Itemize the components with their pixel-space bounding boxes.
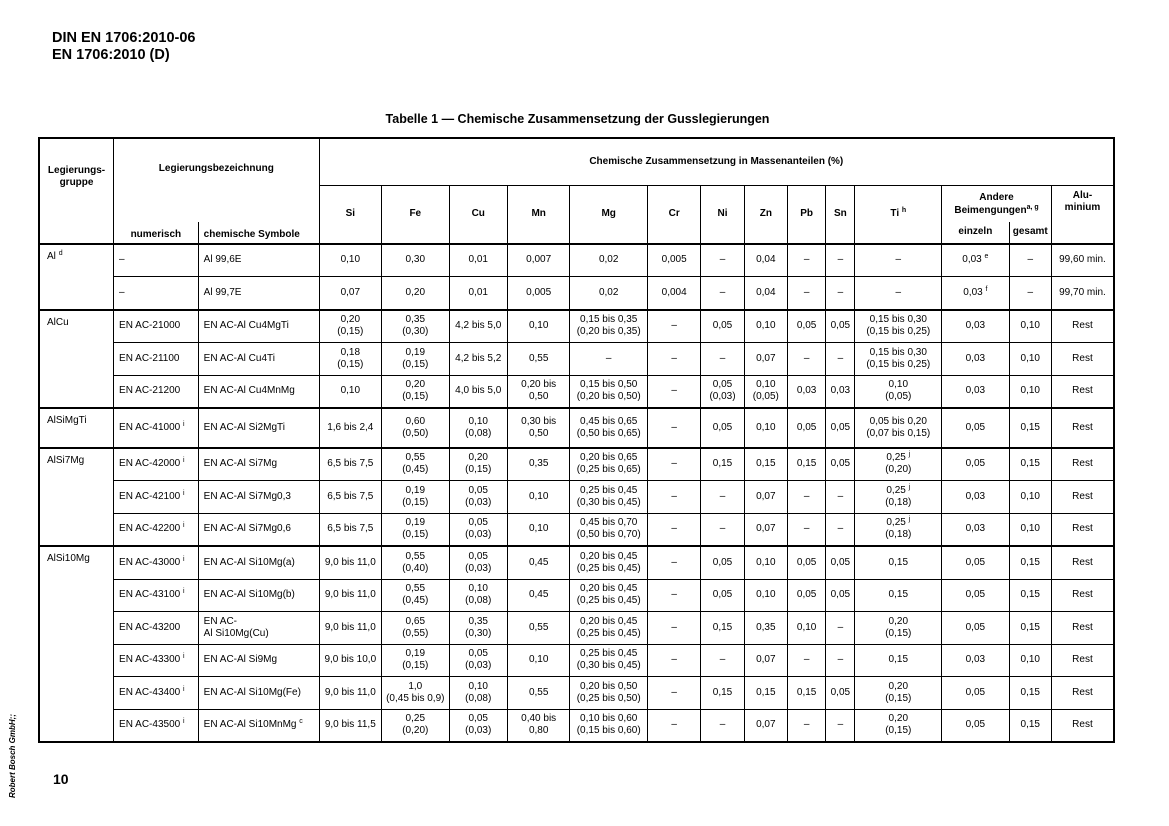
numeric-designation: – — [114, 277, 199, 310]
cu-value: 0,05 (0,03) — [449, 644, 507, 677]
cr-value: – — [647, 375, 700, 408]
sn-value: – — [826, 644, 855, 677]
table-row — [39, 644, 1114, 677]
numeric-designation: EN AC-42100 $^i$ — [114, 481, 199, 514]
ni-value: – — [701, 513, 744, 546]
aluminium-value: Rest — [1051, 343, 1114, 376]
mn-value: 0,35 — [507, 448, 569, 481]
zn-value: 0,15 — [744, 677, 787, 710]
table-row — [39, 709, 1114, 742]
col-designation: Legierungsbezeichnung — [114, 138, 320, 185]
other-single-value: 0,05 — [942, 612, 1010, 645]
si-value: 0,10 — [319, 375, 381, 408]
si-value: 6,5 bis 7,5 — [319, 513, 381, 546]
si-value: 6,5 bis 7,5 — [319, 481, 381, 514]
standard-edition: EN 1706:2010 (D) — [52, 47, 170, 63]
other-total-value: 0,15 — [1009, 677, 1051, 710]
aluminium-value: Rest — [1051, 677, 1114, 710]
alloy-group: AlSiMgTi — [39, 408, 114, 448]
cu-value: 4,0 bis 5,0 — [449, 375, 507, 408]
pb-value: – — [787, 277, 825, 310]
symbol-designation: EN AC-Al Si10Mg(Fe) — [198, 677, 319, 710]
ni-value: – — [701, 244, 744, 277]
table-row — [39, 343, 1114, 376]
ni-value: 0,05 — [701, 408, 744, 448]
ti-value: – — [855, 277, 942, 310]
aluminium-value: Rest — [1051, 408, 1114, 448]
cr-value: – — [647, 612, 700, 645]
ni-value: 0,05 — [701, 546, 744, 579]
other-total-value: 0,10 — [1009, 644, 1051, 677]
si-value: 0,07 — [319, 277, 381, 310]
pb-value: – — [787, 644, 825, 677]
other-single-value: 0,03 — [942, 644, 1010, 677]
cu-value: 0,10 (0,08) — [449, 677, 507, 710]
numeric-designation: EN AC-41000 $^i$ — [114, 408, 199, 448]
alloy-group: AlSi7Mg — [39, 448, 114, 547]
aluminium-value: Rest — [1051, 644, 1114, 677]
symbol-designation: EN AC-Al Cu4MnMg — [198, 375, 319, 408]
cr-value: – — [647, 513, 700, 546]
other-total-value: 0,15 — [1009, 709, 1051, 742]
zn-value: 0,15 — [744, 448, 787, 481]
si-value: 1,6 bis 2,4 — [319, 408, 381, 448]
numeric-designation: EN AC-43200 — [114, 612, 199, 645]
numeric-designation: EN AC-21200 — [114, 375, 199, 408]
ni-value: – — [701, 481, 744, 514]
cr-value: – — [647, 481, 700, 514]
cu-value: 0,01 — [449, 277, 507, 310]
ni-value: 0,15 — [701, 448, 744, 481]
fe-value: 0,19 (0,15) — [382, 644, 450, 677]
cu-value: 0,01 — [449, 244, 507, 277]
symbol-designation: EN AC-Al Si10MnMg $^c$ — [198, 709, 319, 742]
mg-value: 0,15 bis 0,35 (0,20 bis 0,35) — [570, 310, 648, 343]
sn-value: – — [826, 244, 855, 277]
ni-value: – — [701, 277, 744, 310]
pb-value: – — [787, 481, 825, 514]
col-fe: Fe — [382, 185, 450, 244]
zn-value: 0,07 — [744, 644, 787, 677]
mg-value: 0,20 bis 0,45 (0,25 bis 0,45) — [570, 612, 648, 645]
pb-value: 0,15 — [787, 677, 825, 710]
fe-value: 0,60 (0,50) — [382, 408, 450, 448]
fe-value: 0,25 (0,20) — [382, 709, 450, 742]
other-total-value: 0,15 — [1009, 612, 1051, 645]
symbol-designation: EN AC-Al Cu4MgTi — [198, 310, 319, 343]
sn-value: 0,05 — [826, 448, 855, 481]
other-total-value: 0,15 — [1009, 546, 1051, 579]
aluminium-value: Rest — [1051, 579, 1114, 612]
fe-value: 0,55 (0,45) — [382, 579, 450, 612]
fe-value: 0,19 (0,15) — [382, 343, 450, 376]
mg-value: 0,15 bis 0,50 (0,20 bis 0,50) — [570, 375, 648, 408]
mg-value: 0,45 bis 0,70 (0,50 bis 0,70) — [570, 513, 648, 546]
sn-value: 0,05 — [826, 579, 855, 612]
mg-value: 0,20 bis 0,45 (0,25 bis 0,45) — [570, 579, 648, 612]
mg-value: 0,20 bis 0,65 (0,25 bis 0,65) — [570, 448, 648, 481]
other-total-value: 0,10 — [1009, 375, 1051, 408]
ti-value: 0,15 — [855, 546, 942, 579]
ti-value: 0,20 (0,15) — [855, 612, 942, 645]
table-row — [39, 310, 1114, 343]
ti-value: – — [855, 244, 942, 277]
cu-value: 0,05 (0,03) — [449, 546, 507, 579]
si-value: 0,10 — [319, 244, 381, 277]
numeric-designation: EN AC-43400 $^i$ — [114, 677, 199, 710]
symbol-designation: EN AC-Al Si10Mg(b) — [198, 579, 319, 612]
sn-value: 0,05 — [826, 546, 855, 579]
numeric-designation: EN AC-42000 $^i$ — [114, 448, 199, 481]
other-total-value: – — [1009, 277, 1051, 310]
numeric-designation: EN AC-21000 — [114, 310, 199, 343]
cr-value: 0,004 — [647, 277, 700, 310]
ni-value: 0,15 — [701, 677, 744, 710]
other-single-value: 0,03 $^e$ — [942, 244, 1010, 277]
mn-value: 0,45 — [507, 546, 569, 579]
aluminium-value: Rest — [1051, 375, 1114, 408]
zn-value: 0,10 — [744, 408, 787, 448]
cu-value: 4,2 bis 5,2 — [449, 343, 507, 376]
cr-value: – — [647, 448, 700, 481]
sn-value: – — [826, 513, 855, 546]
other-total-value: 0,15 — [1009, 448, 1051, 481]
cu-value: 0,05 (0,03) — [449, 709, 507, 742]
col-zn: Zn — [744, 185, 787, 244]
pb-value: 0,05 — [787, 579, 825, 612]
symbol-designation: EN AC-Al Si7Mg0,6 — [198, 513, 319, 546]
table-row — [39, 546, 1114, 579]
sn-value: – — [826, 277, 855, 310]
sn-value: 0,05 — [826, 408, 855, 448]
table-row — [39, 408, 1114, 448]
other-single-value: 0,03 — [942, 310, 1010, 343]
si-value: 9,0 bis 10,0 — [319, 644, 381, 677]
col-aluminium: Alu- minium — [1051, 185, 1114, 244]
pb-value: 0,05 — [787, 408, 825, 448]
symbol-designation: EN AC-Al Si7Mg — [198, 448, 319, 481]
ni-value: – — [701, 644, 744, 677]
si-value: 6,5 bis 7,5 — [319, 448, 381, 481]
cu-value: 0,10 (0,08) — [449, 579, 507, 612]
zn-value: 0,07 — [744, 709, 787, 742]
zn-value: 0,07 — [744, 343, 787, 376]
other-single-value: 0,03 $^f$ — [942, 277, 1010, 310]
si-value: 9,0 bis 11,0 — [319, 677, 381, 710]
sn-value: 0,05 — [826, 677, 855, 710]
composition-table — [38, 137, 1115, 743]
fe-value: 1,0 (0,45 bis 0,9) — [382, 677, 450, 710]
fe-value: 0,35 (0,30) — [382, 310, 450, 343]
other-total-value: – — [1009, 244, 1051, 277]
other-total-value: 0,10 — [1009, 481, 1051, 514]
pb-value: 0,05 — [787, 546, 825, 579]
col-other: Andere Beimengungen$^{a, g}$ — [942, 185, 1052, 222]
other-total-value: 0,10 — [1009, 343, 1051, 376]
col-si: Si — [319, 185, 381, 244]
si-value: 0,18 (0,15) — [319, 343, 381, 376]
col-mn: Mn — [507, 185, 569, 244]
aluminium-value: 99,70 min. — [1051, 277, 1114, 310]
other-single-value: 0,05 — [942, 579, 1010, 612]
mn-value: 0,10 — [507, 644, 569, 677]
other-single-value: 0,03 — [942, 343, 1010, 376]
ti-value: 0,15 — [855, 644, 942, 677]
symbol-designation: EN AC- Al Si10Mg(Cu) — [198, 612, 319, 645]
col-ni: Ni — [701, 185, 744, 244]
other-single-value: 0,05 — [942, 677, 1010, 710]
ti-value: 0,20 (0,15) — [855, 677, 942, 710]
pb-value: – — [787, 343, 825, 376]
sn-value: – — [826, 612, 855, 645]
table-row — [39, 612, 1114, 645]
ni-value: 0,05 — [701, 310, 744, 343]
numeric-designation: – — [114, 244, 199, 277]
other-single-value: 0,05 — [942, 709, 1010, 742]
cu-value: 4,2 bis 5,0 — [449, 310, 507, 343]
col-symbols: chemische Symbole — [198, 222, 319, 244]
cr-value: – — [647, 546, 700, 579]
aluminium-value: Rest — [1051, 481, 1114, 514]
mn-value: 0,55 — [507, 677, 569, 710]
symbol-designation: EN AC-Al Si10Mg(a) — [198, 546, 319, 579]
zn-value: 0,07 — [744, 481, 787, 514]
zn-value: 0,10 — [744, 579, 787, 612]
zn-value: 0,10 — [744, 310, 787, 343]
other-single-value: 0,05 — [942, 448, 1010, 481]
si-value: 9,0 bis 11,5 — [319, 709, 381, 742]
other-single-value: 0,05 — [942, 546, 1010, 579]
si-value: 9,0 bis 11,0 — [319, 612, 381, 645]
alloy-group: Al $^d$ — [39, 244, 114, 310]
fe-value: 0,55 (0,45) — [382, 448, 450, 481]
aluminium-value: Rest — [1051, 709, 1114, 742]
mn-value: 0,30 bis 0,50 — [507, 408, 569, 448]
sn-value: 0,05 — [826, 310, 855, 343]
cu-value: 0,20 (0,15) — [449, 448, 507, 481]
zn-value: 0,07 — [744, 513, 787, 546]
col-total: gesamt — [1009, 222, 1051, 244]
table-row — [39, 375, 1114, 408]
fe-value: 0,19 (0,15) — [382, 513, 450, 546]
mg-value: 0,02 — [570, 277, 648, 310]
ti-value: 0,15 bis 0,30 (0,15 bis 0,25) — [855, 310, 942, 343]
fe-value: 0,20 (0,15) — [382, 375, 450, 408]
table-body — [39, 244, 1114, 743]
aluminium-value: 99,60 min. — [1051, 244, 1114, 277]
cr-value: – — [647, 644, 700, 677]
ti-value: 0,25 $^j$ (0,18) — [855, 481, 942, 514]
ni-value: 0,15 — [701, 612, 744, 645]
zn-value: 0,04 — [744, 244, 787, 277]
mn-value: 0,20 bis 0,50 — [507, 375, 569, 408]
cr-value: – — [647, 310, 700, 343]
aluminium-value: Rest — [1051, 448, 1114, 481]
sn-value: 0,03 — [826, 375, 855, 408]
symbol-designation: EN AC-Al Si7Mg0,3 — [198, 481, 319, 514]
symbol-designation: EN AC-Al Si9Mg — [198, 644, 319, 677]
cr-value: – — [647, 343, 700, 376]
numeric-designation: EN AC-43000 $^i$ — [114, 546, 199, 579]
numeric-designation: EN AC-43300 $^i$ — [114, 644, 199, 677]
sn-value: – — [826, 709, 855, 742]
si-value: 0,20 (0,15) — [319, 310, 381, 343]
cu-value: 0,35 (0,30) — [449, 612, 507, 645]
col-ti: Ti $^h$ — [855, 185, 942, 244]
ti-value: 0,05 bis 0,20 (0,07 bis 0,15) — [855, 408, 942, 448]
pb-value: 0,05 — [787, 310, 825, 343]
ni-value: 0,05 (0,03) — [701, 375, 744, 408]
sn-value: – — [826, 343, 855, 376]
page-number: 10 — [53, 771, 69, 787]
symbol-designation: EN AC-Al Si2MgTi — [198, 408, 319, 448]
col-pb: Pb — [787, 185, 825, 244]
symbol-designation: EN AC-Al Cu4Ti — [198, 343, 319, 376]
other-single-value: 0,03 — [942, 481, 1010, 514]
cu-value: 0,05 (0,03) — [449, 513, 507, 546]
aluminium-value: Rest — [1051, 310, 1114, 343]
other-single-value: 0,03 — [942, 513, 1010, 546]
designation-spacer — [114, 185, 320, 222]
other-total-value: 0,15 — [1009, 408, 1051, 448]
cr-value: – — [647, 408, 700, 448]
symbol-designation: Al 99,7E — [198, 277, 319, 310]
fe-value: 0,19 (0,15) — [382, 481, 450, 514]
zn-value: 0,35 — [744, 612, 787, 645]
cu-value: 0,10 (0,08) — [449, 408, 507, 448]
ti-value: 0,20 (0,15) — [855, 709, 942, 742]
table-row — [39, 481, 1114, 514]
fe-value: 0,55 (0,40) — [382, 546, 450, 579]
mg-value: 0,25 bis 0,45 (0,30 bis 0,45) — [570, 481, 648, 514]
symbol-designation: Al 99,6E — [198, 244, 319, 277]
mg-value: 0,10 bis 0,60 (0,15 bis 0,60) — [570, 709, 648, 742]
zn-value: 0,04 — [744, 277, 787, 310]
table-row — [39, 448, 1114, 481]
table-row — [39, 277, 1114, 310]
mn-value: 0,005 — [507, 277, 569, 310]
col-sn: Sn — [826, 185, 855, 244]
cu-value: 0,05 (0,03) — [449, 481, 507, 514]
side-watermark-text: Robert Bosch GmbH;; — [8, 714, 17, 798]
other-single-value: 0,05 — [942, 408, 1010, 448]
table-row — [39, 513, 1114, 546]
mg-value: 0,20 bis 0,45 (0,25 bis 0,45) — [570, 546, 648, 579]
col-single: einzeln — [942, 222, 1010, 244]
col-mg: Mg — [570, 185, 648, 244]
other-single-value: 0,03 — [942, 375, 1010, 408]
ti-value: 0,25 $^j$ (0,18) — [855, 513, 942, 546]
col-numeric: numerisch — [114, 222, 199, 244]
fe-value: 0,65 (0,55) — [382, 612, 450, 645]
mg-value: 0,25 bis 0,45 (0,30 bis 0,45) — [570, 644, 648, 677]
pb-value: 0,03 — [787, 375, 825, 408]
ni-value: 0,05 — [701, 579, 744, 612]
other-total-value: 0,10 — [1009, 513, 1051, 546]
mn-value: 0,55 — [507, 343, 569, 376]
aluminium-value: Rest — [1051, 513, 1114, 546]
aluminium-value: Rest — [1051, 612, 1114, 645]
mn-value: 0,007 — [507, 244, 569, 277]
ti-value: 0,15 — [855, 579, 942, 612]
table-row — [39, 244, 1114, 277]
si-value: 9,0 bis 11,0 — [319, 546, 381, 579]
numeric-designation: EN AC-21100 — [114, 343, 199, 376]
other-total-value: 0,10 — [1009, 310, 1051, 343]
numeric-designation: EN AC-42200 $^i$ — [114, 513, 199, 546]
document-header — [52, 30, 195, 64]
other-total-value: 0,15 — [1009, 579, 1051, 612]
numeric-designation: EN AC-43500 $^i$ — [114, 709, 199, 742]
mg-value: – — [570, 343, 648, 376]
col-composition: Chemische Zusammensetzung in Massenanteilen (%) — [319, 138, 1114, 185]
zn-value: 0,10 (0,05) — [744, 375, 787, 408]
cr-value: 0,005 — [647, 244, 700, 277]
col-cr: Cr — [647, 185, 700, 244]
fe-value: 0,20 — [382, 277, 450, 310]
mn-value: 0,40 bis 0,80 — [507, 709, 569, 742]
ni-value: – — [701, 709, 744, 742]
pb-value: 0,15 — [787, 448, 825, 481]
mn-value: 0,45 — [507, 579, 569, 612]
cr-value: – — [647, 579, 700, 612]
cr-value: – — [647, 709, 700, 742]
sn-value: – — [826, 481, 855, 514]
mn-value: 0,55 — [507, 612, 569, 645]
ti-value: 0,15 bis 0,30 (0,15 bis 0,25) — [855, 343, 942, 376]
ti-value: 0,10 (0,05) — [855, 375, 942, 408]
pb-value: – — [787, 709, 825, 742]
alloy-group: AlCu — [39, 310, 114, 409]
alloy-group: AlSi10Mg — [39, 546, 114, 742]
ti-value: 0,25 $^j$ (0,20) — [855, 448, 942, 481]
mg-value: 0,20 bis 0,50 (0,25 bis 0,50) — [570, 677, 648, 710]
mn-value: 0,10 — [507, 513, 569, 546]
col-group: Legierungs- gruppe — [39, 138, 114, 244]
pb-value: – — [787, 244, 825, 277]
table-title: Tabelle 1 — Chemische Zusammensetzung der Gusslegierungen — [385, 112, 770, 126]
mg-value: 0,45 bis 0,65 (0,50 bis 0,65) — [570, 408, 648, 448]
mg-value: 0,02 — [570, 244, 648, 277]
zn-value: 0,10 — [744, 546, 787, 579]
ni-value: – — [701, 343, 744, 376]
aluminium-value: Rest — [1051, 546, 1114, 579]
table-row — [39, 677, 1114, 710]
cr-value: – — [647, 677, 700, 710]
pb-value: 0,10 — [787, 612, 825, 645]
mn-value: 0,10 — [507, 481, 569, 514]
pb-value: – — [787, 513, 825, 546]
standard-number: DIN EN 1706:2010-06 — [52, 30, 196, 46]
si-value: 9,0 bis 11,0 — [319, 579, 381, 612]
fe-value: 0,30 — [382, 244, 450, 277]
numeric-designation: EN AC-43100 $^i$ — [114, 579, 199, 612]
mn-value: 0,10 — [507, 310, 569, 343]
table-row — [39, 579, 1114, 612]
col-cu: Cu — [449, 185, 507, 244]
